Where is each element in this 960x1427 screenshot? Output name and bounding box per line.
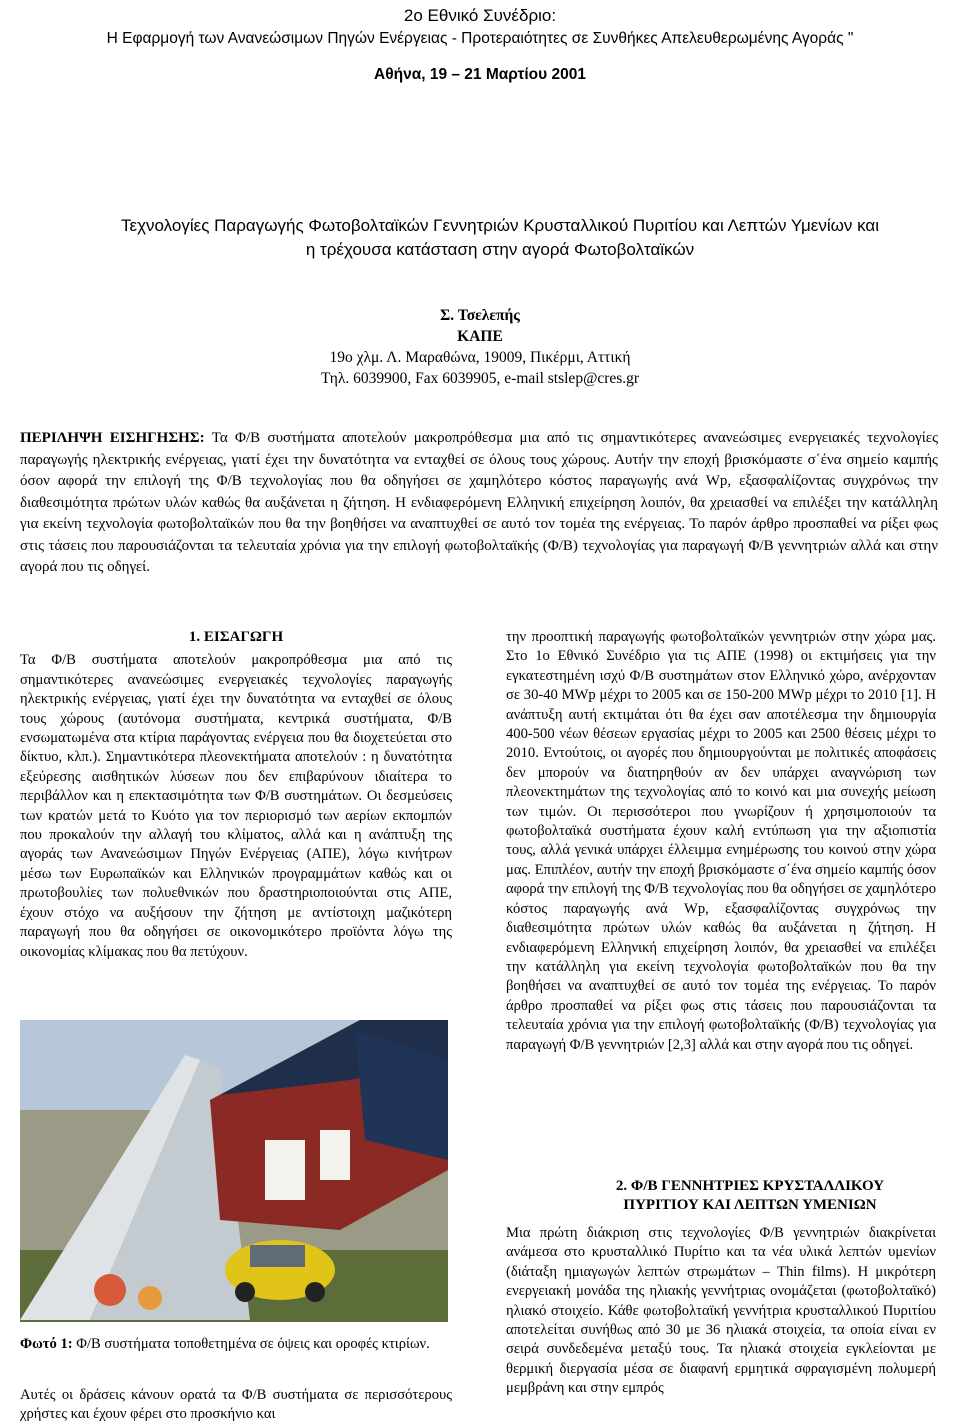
photo-caption <box>20 1335 452 1354</box>
abstract-label: ΠΕΡΙΛΗΨΗ ΕΙΣΗΓΗΣΗΣ: <box>20 430 205 446</box>
section1-heading: 1. ΕΙΣΑΓΩΓΗ <box>188 629 284 645</box>
author-name: Σ. Τσελεπής <box>440 307 520 324</box>
section2-heading-line1: 2. Φ/Β ΓΕΝΝΗΤΡΙΕΣ ΚΡΥΣΤΑΛΛΙΚΟΥ <box>615 1178 885 1194</box>
author-address: 19ο χλμ. Λ. Μαραθώνα, 19009, Πικέρμι, Αττική <box>329 349 631 366</box>
conference-line1: 2ο Εθνικό Συνέδριο: <box>403 6 557 25</box>
left-column-continuation: Αυτές οι δράσεις κάνουν ορατά τα Φ/Β συστήματα σε περισσότερους χρήστες και έχουν φέρει στο προσκήνιο και <box>20 1387 452 1423</box>
right-column-top: την προοπτική παραγωγής φωτοβολταϊκών γεννητριών στην χώρα μας. Στο 1ο Εθνικό Συνέδριο για τις ΑΠΕ (1998) οι εκτιμήσεις για την εγκατεστημένη ισχύ Φ/Β συστημάτων στον Ελληνικό χώρο, ανέρχονταν σε 30-40 MWp μέχρι το 2005 και σε 150-200 MWp μέχρι το 2010 [1]. Η ανάπτυξη αυτή εκτιμάται ότι θα έχει σαν αποτέλεσμα την δημιουργία 400-500 νέων θέσεων εργασίας μέχρι το 2005 και 2500 θέσεις μέχρι το 2010. Εντούτοις, οι αγορές που δημιουργούνται με πολιτικές αποφάσεις δεν μπορούν να διατηρηθούν αν δεν υπάρχει αναγνώριση των πλεονεκτημάτων της τεχνολογίας από το κοινό και μια συνεχής μείωση των τιμών. Οι περισσότεροι που γνωρίζουν ή χρησιμοποιούν τα φωτοβολταϊκά συστήματα έχουν καλή εντύπωση για την αξιοπιστία τους, αλλά γενικά υπάρχει έλλειμμα ενημέρωσης του κοινού στην χώρα μας. Επιπλέον, αυτήν την εποχή βρισκόμαστε σ΄ένα σημείο καμπής όσον αφορά την επιλογή της Φ/Β τεχνολογίας που θα οδηγήσει σε χαμηλότερο κόστος παραγωγής ανά Wp, εξασφαλίζοντας συγχρόνως την διαθεσιμότητα πρώτων υλών καθώς θα αυξάνεται η ζήτηση. Η ενδιαφερόμενη Ελληνική επιχείρηση λοιπόν, θα χρειασθεί να επιλέξει την κατάλληλη για εκείνη τεχνολογία φωτοβολταϊκών που θα την βοηθήσει να αναπτυχθεί σε αυτό τον τομέα της ενέργειας. Το παρόν άρθρο προσπαθεί να ρίξει φως στις τάσεις που παρουσιάζονται τα τελευταία χρόνια για την επιλογή φωτοβολταϊκής (Φ/Β) τεχνολογίας για παραγωγή Φ/Β γεννητριών [2,3] αλλά και στην αγορά που τις οδηγεί. <box>506 629 936 1053</box>
paper-title <box>60 214 940 262</box>
title-line1: Τεχνολογίες Παραγωγής Φωτοβολταϊκών Γεννητριών Κρυσταλλικού Πυριτίου και Λεπτών Υμενίων και <box>121 216 879 235</box>
section1-body: Τα Φ/Β συστήματα αποτελούν μακροπρόθεσμα μια από τις σημαντικότερες ανανεώσιμες ενεργειακές τεχνολογίες παραγωγής ηλεκτρικής ενέργειας, γιατί έχει την δυνατότητα να ενταχθεί σε όλους τους χώρους (αυτόνομα συστήματα, κεντρικά συστήματα, Φ/Β ενσωματωμένα στα κτίρια παράγοντας ενέργεια που θα διοχετεύεται στο δίκτυο, κλπ.). Σημαντικότερα πλεονεκτήματα αποτελούν : η δυνατότητα εξεύρεσης αισθητικών λύσεων που δεν επιβαρύνουν ιδιαίτερα το περιβάλλον και η επεκτασιμότητα των Φ/Β συστημάτων. Οι δεσμεύσεις των κρατών μετά το Κυότο για τον περιορισμό των αερίων εκπομπών που προκαλούν την αλλαγή του κλίματος, αλλά και η ανάπτυξη της αγοράς των Ανανεώσιμων Πηγών Ενέργειας (ΑΠΕ), λόγω κινήτρων μέσω των Ευρωπαϊκών και Ελληνικών προγραμμάτων καθώς και οι πρωτοβουλίες των πολυεθνικών που δραστηριοποιούνται στις ΑΠΕ, έχουν στόχο να αυξήσουν την ζήτηση με αντίστοιχη μαζικότερη παραγωγή που θα οδηγήσει σε οικονομικότερο προϊόντα λόγω της οικονομίας κλίμακας που θα πετύχουν. <box>20 652 452 960</box>
abstract-text: Τα Φ/Β συστήματα αποτελούν μακροπρόθεσμα μια από τις σημαντικότερες ανανεώσιμες ενεργειακές τεχνολογίες παραγωγής ηλεκτρικής ενέργειας, γιατί έχει την δυνατότητα να ενταχθεί σε όλους τους χώρους. Αυτήν την εποχή βρισκόμαστε σ΄ένα σημείο καμπής όσον αφορά την επιλογή της Φ/Β τεχνολογίας που θα οδηγήσει σε χαμηλότερο κόστος παραγωγής ανά Wp, εξασφαλίζοντας συγχρόνως την διαθεσιμότητα πρώτων υλών καθώς θα αυξάνεται η ζήτηση. Η ενδιαφερόμενη Ελληνική επιχείρηση λοιπόν, θα χρειασθεί να επιλέξει την κατάλληλη για εκείνη τεχνολογία φωτοβολταϊκών που θα την βοηθήσει να αναπτυχθεί σε αυτό τον τομέα της ενέργειας. Το παρόν άρθρο προσπαθεί να ρίξει φως στις τάσεις που παρουσιάζονται τα τελευταία χρόνια για την επιλογή φωτοβολταϊκής (Φ/Β) τεχνολογίας για παραγωγή Φ/Β γεννητριών αλλά και στην αγορά που τις οδηγεί. <box>20 430 939 575</box>
caption-label: Φωτό 1: <box>20 1336 73 1352</box>
left-column <box>20 628 452 962</box>
conference-header <box>0 0 960 84</box>
title-line2: η τρέχουσα κατάσταση στην αγορά Φωτοβολταϊκών <box>305 240 695 259</box>
conference-date: Αθήνα, 19 – 21 Μαρτίου 2001 <box>374 66 586 83</box>
abstract <box>20 428 938 579</box>
author-contact: Τηλ. 6039900, Fax 6039905, e-mail stslep@cres.gr <box>320 370 640 387</box>
section2-heading <box>560 1177 940 1215</box>
section2-heading-line2: ΠΥΡΙΤΙΟΥ ΚΑΙ ΛΕΠΤΩΝ ΥΜΕΝΙΩΝ <box>623 1197 877 1213</box>
conference-line2: Η Εφαρμογή των Ανανεώσιμων Πηγών Ενέργειας - Προτεραιότητες σε Συνθήκες Απελευθερωμένης Αγοράς " <box>106 30 854 47</box>
author-org: ΚΑΠΕ <box>457 328 503 345</box>
caption-text: Φ/Β συστήματα τοποθετημένα σε όψεις και οροφές κτιρίων. <box>72 1336 430 1352</box>
building-photo <box>20 1020 448 1322</box>
author-block <box>0 305 960 389</box>
section2-body: Μια πρώτη διάκριση στις τεχνολογίες Φ/Β γεννητριών διακρίνεται ανάμεσα στο κρυσταλλικό Πυρίτιο και τα νέα υλικά λεπτών υμενίων (διάταξη ημιαγωγών λεπτών στρωμάτων – Thin films). Η μικρότερη ενεργειακή μονάδα της ηλιακής γεννήτριας ονομάζεται (φωτοβολταϊκό) ηλιακό στοιχείο. Κάθε φωτοβολταϊκή γεννήτρια κρυσταλλικού Πυριτίου αποτελείται συνήθως από 30 με 36 ηλιακά στοιχεία, τα οποία είναι εν σειρά συνδεδεμένα μεταξύ τους. Τα ηλιακά στοιχεία εγκλείονται με θερμική διεργασία μέσα σε διαφανή ερμητικά σφραγισμένη πολυμερή μεμβράνη και στην εμπρός <box>506 1225 936 1397</box>
